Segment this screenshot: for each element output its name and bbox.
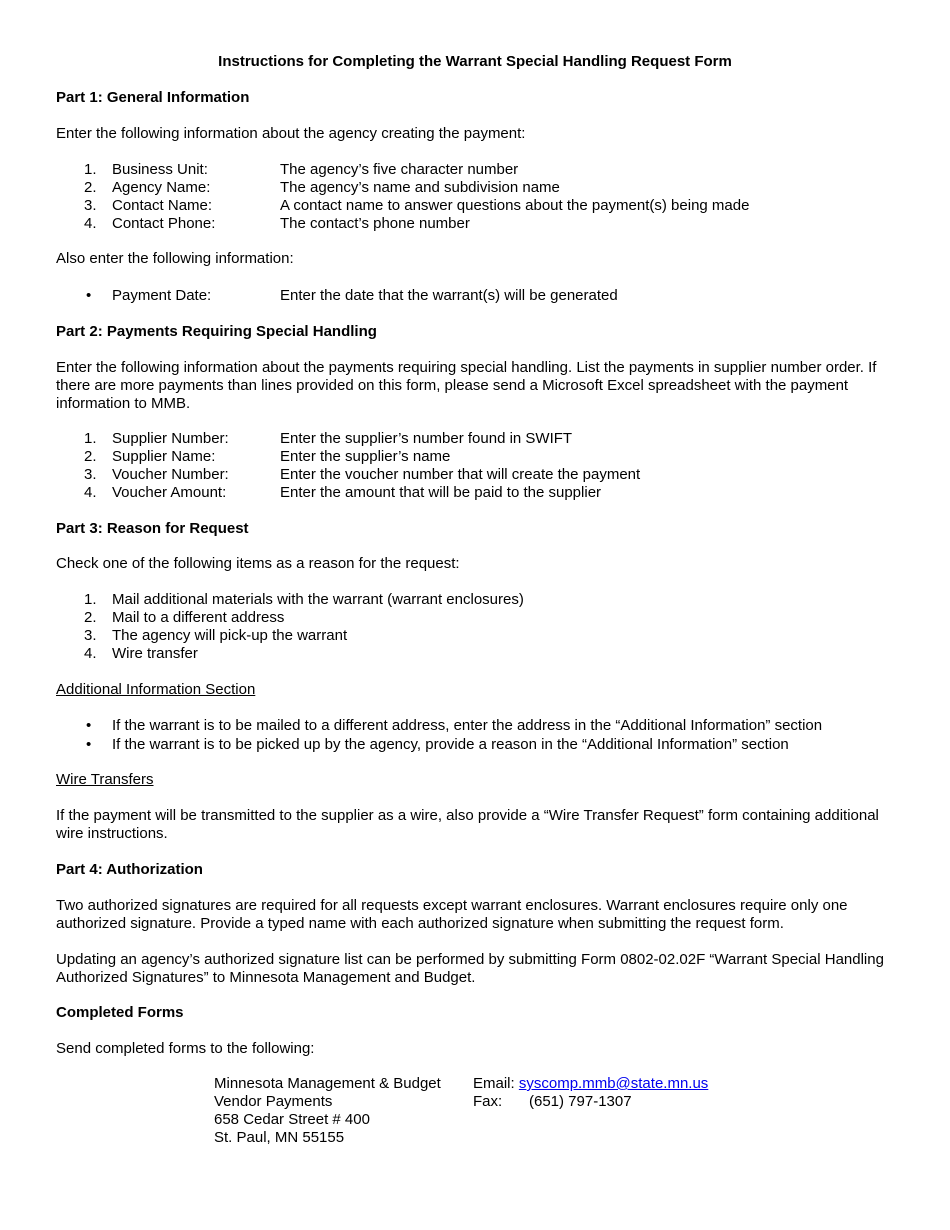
item-label: Supplier Number: bbox=[112, 430, 229, 447]
item-description: Enter the supplier’s number found in SWIFT bbox=[280, 430, 573, 447]
part1-heading: Part 1: General Information bbox=[56, 89, 250, 106]
wire-transfers-heading: Wire Transfers bbox=[56, 771, 154, 788]
part4-heading: Part 4: Authorization bbox=[56, 861, 203, 878]
item-description: The agency’s name and subdivision name bbox=[280, 179, 560, 196]
address-line: Minnesota Management & Budget bbox=[214, 1075, 441, 1092]
bullet-icon: • bbox=[86, 717, 92, 734]
item-label: Voucher Number: bbox=[112, 466, 229, 483]
wire-transfers-text: If the payment will be transmitted to the supplier as a wire, also provide a “Wire Transfer Request” form containing additional wire instructions. bbox=[56, 807, 879, 842]
fax-label: Fax: bbox=[473, 1093, 503, 1110]
item-number: 4. bbox=[84, 645, 97, 662]
part4-paragraph-1: Two authorized signatures are required for all requests except warrant enclosures. Warrant enclosures require only one authorized signature. Provide a typed name with each authorized signature when submitting the request form. bbox=[56, 897, 848, 932]
item-label: Contact Name: bbox=[112, 197, 213, 214]
item-description: The contact’s phone number bbox=[280, 215, 470, 232]
item-number: 1. bbox=[84, 430, 97, 447]
item-description: Enter the amount that will be paid to the supplier bbox=[280, 484, 602, 501]
part1-also: Also enter the following information: bbox=[56, 250, 294, 267]
email-label: Email: bbox=[473, 1075, 515, 1092]
item-number: 3. bbox=[84, 627, 97, 644]
part1-intro: Enter the following information about the agency creating the payment: bbox=[56, 125, 526, 142]
additional-info-heading: Additional Information Section bbox=[56, 681, 256, 698]
part4-paragraph-2: Updating an agency’s authorized signature list can be performed by submitting Form 0802-02.02F “Warrant Special Handling Authorized Signatures” to Minnesota Management and Budget. bbox=[56, 951, 884, 986]
part2-intro: Enter the following information about the payments requiring special handling. List the payments in supplier number order. If there are more payments than lines provided on this form, please send a Microsoft Excel spreadsheet with the payment information to MMB. bbox=[56, 359, 877, 412]
email-link[interactable]: syscomp.mmb@state.mn.us bbox=[518, 1075, 709, 1092]
document-title: Instructions for Completing the Warrant Special Handling Request Form bbox=[218, 53, 732, 70]
item-number: 3. bbox=[84, 466, 97, 483]
part3-intro: Check one of the following items as a reason for the request: bbox=[56, 555, 460, 572]
address-line: Vendor Payments bbox=[214, 1093, 333, 1110]
bullet-icon: • bbox=[86, 736, 92, 753]
part2-heading: Part 2: Payments Requiring Special Handling bbox=[56, 323, 377, 340]
item-text: Mail additional materials with the warrant (warrant enclosures) bbox=[112, 591, 524, 608]
completed-forms-intro: Send completed forms to the following: bbox=[56, 1040, 315, 1057]
part3-heading: Part 3: Reason for Request bbox=[56, 520, 249, 537]
item-text: The agency will pick-up the warrant bbox=[112, 627, 348, 644]
item-description: Enter the supplier’s name bbox=[280, 448, 451, 465]
item-description: Enter the date that the warrant(s) will be generated bbox=[280, 287, 618, 304]
bullet-icon: • bbox=[86, 287, 92, 304]
item-number: 4. bbox=[84, 484, 97, 501]
item-number: 2. bbox=[84, 448, 97, 465]
fax-number: (651) 797-1307 bbox=[529, 1093, 632, 1110]
item-label: Agency Name: bbox=[112, 179, 211, 196]
item-number: 3. bbox=[84, 197, 97, 214]
item-label: Business Unit: bbox=[112, 161, 208, 178]
item-text: Mail to a different address bbox=[112, 609, 285, 626]
item-text: Wire transfer bbox=[112, 645, 198, 662]
item-text: If the warrant is to be mailed to a different address, enter the address in the “Additional Information” section bbox=[112, 717, 823, 734]
item-text: If the warrant is to be picked up by the agency, provide a reason in the “Additional Information” section bbox=[112, 736, 789, 753]
completed-forms-heading: Completed Forms bbox=[56, 1004, 184, 1021]
item-number: 1. bbox=[84, 161, 97, 178]
item-description: The agency’s five character number bbox=[280, 161, 519, 178]
item-number: 4. bbox=[84, 215, 97, 232]
address-line: St. Paul, MN 55155 bbox=[214, 1129, 345, 1146]
item-description: Enter the voucher number that will create the payment bbox=[280, 466, 641, 483]
item-label: Payment Date: bbox=[112, 287, 212, 304]
email-row bbox=[473, 1075, 708, 1093]
item-description: A contact name to answer questions about the payment(s) being made bbox=[280, 197, 750, 214]
item-label: Voucher Amount: bbox=[112, 484, 227, 501]
item-number: 2. bbox=[84, 609, 97, 626]
item-number: 1. bbox=[84, 591, 97, 608]
item-number: 2. bbox=[84, 179, 97, 196]
address-line: 658 Cedar Street # 400 bbox=[214, 1111, 370, 1128]
item-label: Supplier Name: bbox=[112, 448, 216, 465]
item-label: Contact Phone: bbox=[112, 215, 216, 232]
